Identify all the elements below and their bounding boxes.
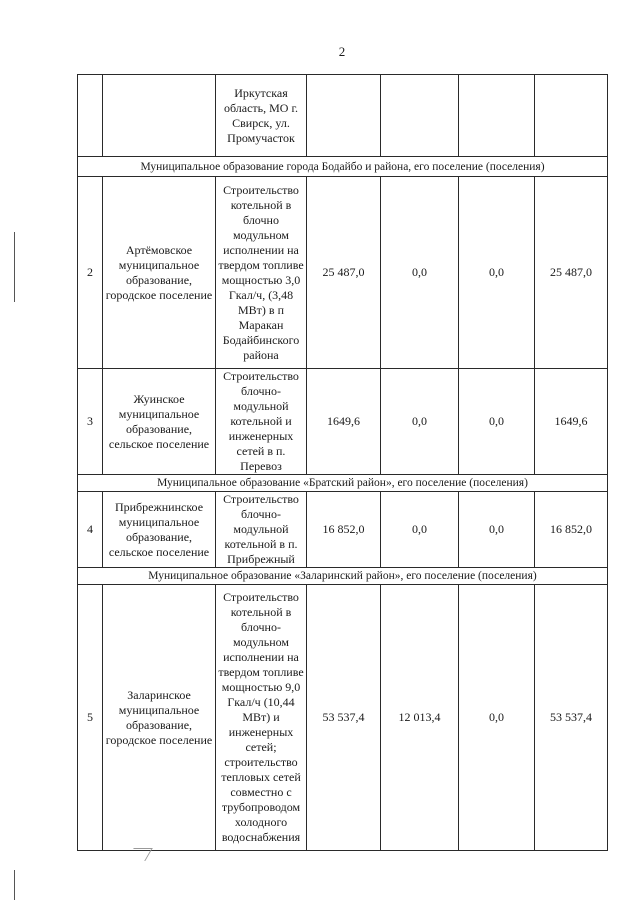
project-cell: Строительство котельной в блочно модульном исполнении на твердом топливе мощностью 3,0 Гкал/ч, (3,48 МВт) в п Маракан Бодайбинского района — [216, 177, 307, 369]
value-cell: 0,0 — [459, 177, 535, 369]
value-cell — [535, 75, 608, 157]
row-number: 2 — [78, 177, 103, 369]
value-cell: 0,0 — [459, 585, 535, 851]
project-cell: Строительство блочно-модульной котельной в п. Прибрежный — [216, 492, 307, 568]
section-title: Муниципальное образование «Заларинский район», его поселение (поселения) — [78, 568, 608, 585]
value-cell: 0,0 — [459, 492, 535, 568]
table-row — [78, 75, 608, 157]
municipality-cell: Заларинское муниципальное образование, городское поселение — [103, 585, 216, 851]
value-cell: 1649,6 — [307, 369, 381, 475]
municipality-cell: Прибрежнинское муниципальное образование, сельское поселение — [103, 492, 216, 568]
value-cell: 0,0 — [459, 369, 535, 475]
section-title: Муниципальное образование города Бодайбо и района, его поселение (поселения) — [78, 157, 608, 177]
section-header-row — [78, 568, 608, 585]
value-cell: 16 852,0 — [307, 492, 381, 568]
row-number: 5 — [78, 585, 103, 851]
section-title: Муниципальное образование «Братский район», его поселение (поселения) — [78, 475, 608, 492]
project-cell: Иркутская область, МО г. Свирск, ул. Промучасток — [216, 75, 307, 157]
value-cell: 25 487,0 — [535, 177, 608, 369]
municipality-cell — [103, 75, 216, 157]
value-cell: 0,0 — [381, 369, 459, 475]
page-number: 2 — [338, 44, 346, 59]
value-cell: 12 013,4 — [381, 585, 459, 851]
project-cell: Строительство блочно-модульной котельной и инженерных сетей в п. Перевоз — [216, 369, 307, 475]
municipality-cell: Артёмовское муниципальное образование, городское поселение — [103, 177, 216, 369]
table-row — [78, 492, 608, 568]
municipality-cell: Жуинское муниципальное образование, сельское поселение — [103, 369, 216, 475]
table-row — [78, 177, 608, 369]
row-number: 4 — [78, 492, 103, 568]
row-number — [78, 75, 103, 157]
project-cell: Строительство котельной в блочно-модульном исполнении на твердом топливе мощностью 9,0 Гкал/ч (10,44 МВт) и инженерных сетей; строительство тепловых сетей совместно с трубопроводом холодного водоснабжения — [216, 585, 307, 851]
value-cell — [459, 75, 535, 157]
table-row — [78, 585, 608, 851]
scan-margin-mark — [14, 232, 15, 302]
table-row — [78, 369, 608, 475]
value-cell — [381, 75, 459, 157]
section-header-row — [78, 475, 608, 492]
funding-table — [77, 74, 608, 851]
value-cell: 25 487,0 — [307, 177, 381, 369]
value-cell: 53 537,4 — [535, 585, 608, 851]
value-cell: 0,0 — [381, 492, 459, 568]
value-cell: 16 852,0 — [535, 492, 608, 568]
value-cell — [307, 75, 381, 157]
section-header-row — [78, 157, 608, 177]
row-number: 3 — [78, 369, 103, 475]
value-cell: 1649,6 — [535, 369, 608, 475]
scan-margin-mark — [14, 870, 15, 900]
value-cell: 53 537,4 — [307, 585, 381, 851]
value-cell: 0,0 — [381, 177, 459, 369]
